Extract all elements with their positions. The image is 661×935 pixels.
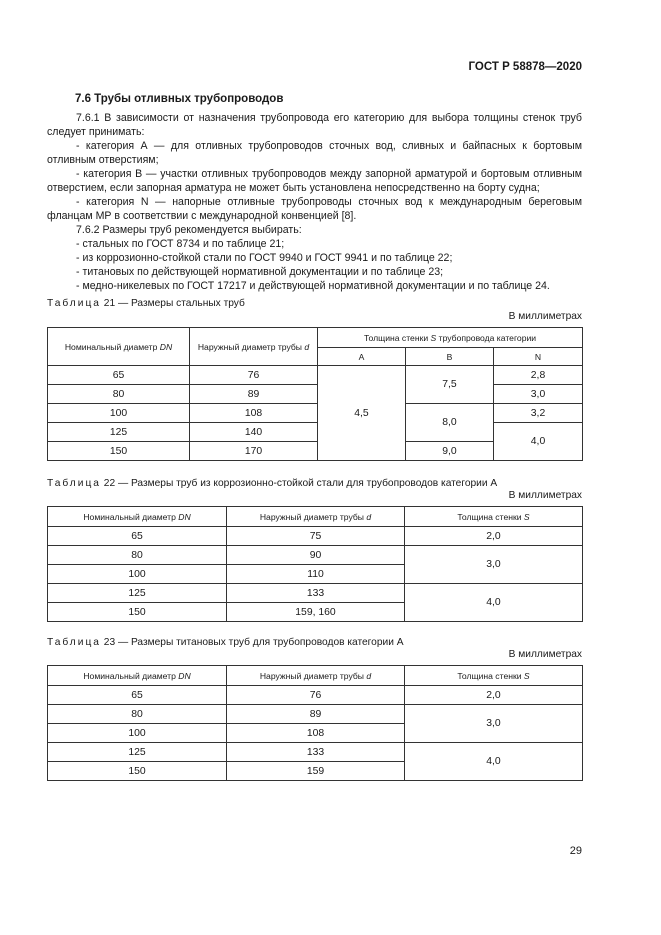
table-22-caption (47, 478, 497, 489)
paragraph: - категория N — напорные отливные трубопроводы сточных вод к международным береговым фланцам МР в соответствии с международной конвенцией [8]. (47, 196, 582, 222)
table-row (48, 546, 583, 565)
cell-dn: 100 (48, 565, 227, 584)
cell-d: 76 (227, 686, 405, 705)
body-text (47, 111, 582, 293)
table-23-caption (47, 637, 404, 648)
table-21-caption (47, 298, 245, 309)
paragraph: 7.6.2 Размеры труб рекомендуется выбирать: (76, 224, 302, 236)
cell-d: 89 (227, 705, 405, 724)
cell-cat-n: 3,0 (494, 385, 583, 404)
cell-cat-a: 4,5 (318, 366, 406, 461)
cell-dn: 125 (48, 743, 227, 762)
cell-s: 4,0 (405, 584, 583, 622)
header-dn: Номинальный диаметр DN (48, 328, 190, 366)
units-label: В миллиметрах (508, 490, 582, 501)
cell-cat-b: 8,0 (406, 404, 494, 442)
cell-d: 76 (190, 366, 318, 385)
cell-cat-n: 3,2 (494, 404, 583, 423)
caption-text: 21 — Размеры стальных труб (100, 298, 245, 309)
cell-s: 2,0 (405, 686, 583, 705)
header-s: Толщина стенки S трубопровода категории (318, 328, 583, 348)
cell-dn: 150 (48, 762, 227, 781)
cell-dn: 125 (48, 584, 227, 603)
cell-dn: 80 (48, 705, 227, 724)
cell-d: 108 (227, 724, 405, 743)
header-d: Наружный диаметр трубы d (190, 328, 318, 366)
caption-word: Таблица (47, 478, 101, 489)
table-row (48, 423, 583, 442)
page-number: 29 (569, 845, 582, 857)
header-dn: Номинальный диаметр DN (48, 666, 227, 686)
header-cat-a: A (318, 348, 406, 366)
cell-d: 110 (227, 565, 405, 584)
cell-dn: 125 (48, 423, 190, 442)
table-row (48, 584, 583, 603)
standard-code: ГОСТ Р 58878—2020 (468, 61, 582, 73)
cell-dn: 65 (48, 686, 227, 705)
cell-dn: 65 (48, 527, 227, 546)
cell-d: 159, 160 (227, 603, 405, 622)
table-22 (47, 506, 583, 622)
header-dn: Номинальный диаметр DN (48, 507, 227, 527)
caption-word: Таблица (47, 637, 101, 648)
cell-cat-n: 2,8 (494, 366, 583, 385)
table-21 (47, 327, 583, 461)
header-s: Толщина стенки S (405, 666, 583, 686)
paragraph: - категория В — участки отливных трубопроводов между запорной арматурой и бортовым отливным отверстием, если запорная арматура не может быть установлена непосредственно на борту судна; (47, 168, 582, 194)
cell-dn: 150 (48, 603, 227, 622)
units-label: В миллиметрах (508, 649, 582, 660)
cell-d: 159 (227, 762, 405, 781)
cell-cat-b: 7,5 (406, 366, 494, 404)
section-title: 7.6 Трубы отливных трубопроводов (75, 93, 284, 105)
cell-dn: 100 (48, 724, 227, 743)
cell-cat-n: 4,0 (494, 423, 583, 461)
cell-d: 75 (227, 527, 405, 546)
table-row (48, 743, 583, 762)
cell-dn: 100 (48, 404, 190, 423)
paragraph: - медно-никелевых по ГОСТ 17217 и действующей нормативной документации и по таблице 24. (76, 280, 550, 292)
paragraph: 7.6.1 В зависимости от назначения трубопровода его категорию для выбора толщины стенок труб следует принимать: (47, 112, 582, 138)
cell-d: 133 (227, 584, 405, 603)
cell-dn: 150 (48, 442, 190, 461)
cell-d: 108 (190, 404, 318, 423)
header-cat-b: B (406, 348, 494, 366)
cell-d: 140 (190, 423, 318, 442)
table-row (48, 686, 583, 705)
table-row (48, 385, 583, 404)
cell-dn: 65 (48, 366, 190, 385)
cell-d: 170 (190, 442, 318, 461)
paragraph: - категория А — для отливных трубопроводов сточных вод, сливных и байпасных к бортовым отливным отверстиям; (47, 140, 582, 166)
table-row (48, 705, 583, 724)
header-d: Наружный диаметр трубы d (227, 507, 405, 527)
paragraph: - из коррозионно-стойкой стали по ГОСТ 9940 и ГОСТ 9941 и по таблице 22; (76, 252, 453, 264)
cell-d: 133 (227, 743, 405, 762)
cell-s: 2,0 (405, 527, 583, 546)
cell-d: 89 (190, 385, 318, 404)
header-d: Наружный диаметр трубы d (227, 666, 405, 686)
header-cat-n: N (494, 348, 583, 366)
header-s: Толщина стенки S (405, 507, 583, 527)
table-23 (47, 665, 583, 781)
table-row (48, 404, 583, 423)
cell-dn: 80 (48, 385, 190, 404)
caption-word: Таблица (47, 298, 101, 309)
cell-s: 3,0 (405, 546, 583, 584)
table-row (48, 366, 583, 385)
paragraph: - стальных по ГОСТ 8734 и по таблице 21; (76, 238, 285, 250)
table-row (48, 527, 583, 546)
cell-cat-b: 9,0 (406, 442, 494, 461)
cell-s: 4,0 (405, 743, 583, 781)
cell-d: 90 (227, 546, 405, 565)
cell-dn: 80 (48, 546, 227, 565)
units-label: В миллиметрах (508, 311, 582, 322)
cell-s: 3,0 (405, 705, 583, 743)
caption-text: 23 — Размеры титановых труб для трубопроводов категории А (100, 637, 404, 648)
caption-text: 22 — Размеры труб из коррозионно-стойкой стали для трубопроводов категории А (100, 478, 498, 489)
paragraph: - титановых по действующей нормативной документации и по таблице 23; (76, 266, 444, 278)
